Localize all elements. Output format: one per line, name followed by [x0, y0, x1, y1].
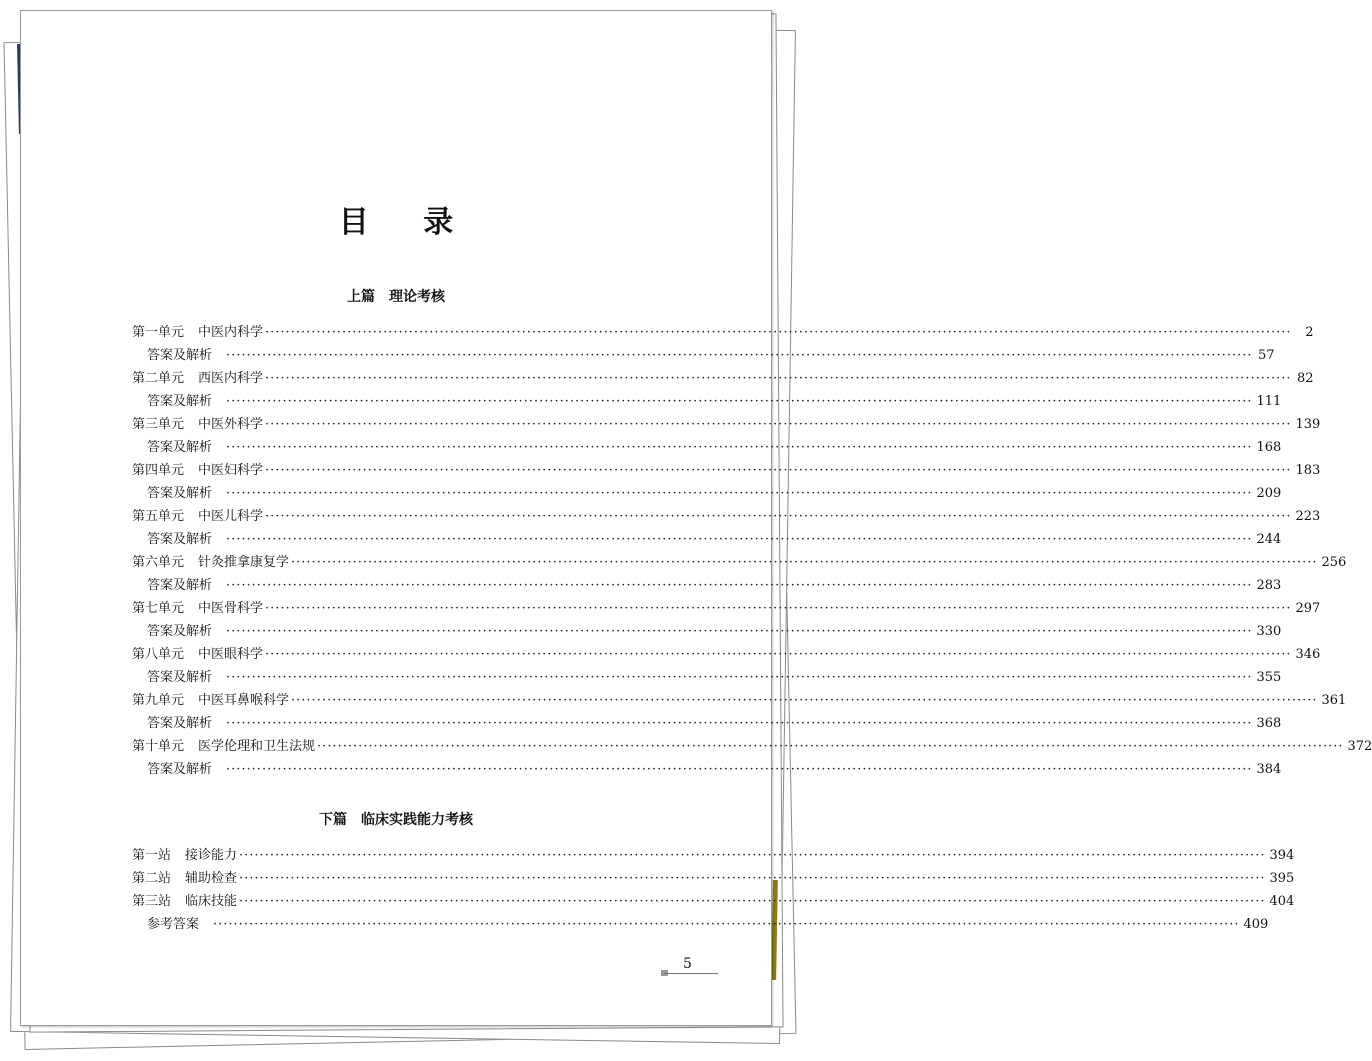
toc-unit: 第一站 — [132, 848, 172, 863]
toc-entry-label — [147, 390, 212, 413]
toc-entry-label — [132, 459, 263, 482]
toc-unit: 第一单元 — [132, 325, 185, 340]
toc-page-number: 297 — [1295, 601, 1321, 616]
toc-entry — [132, 597, 1321, 620]
toc-entry-label — [132, 413, 263, 436]
dot-leader: ········································································································································································································ — [265, 601, 1292, 616]
toc-entry — [132, 643, 1321, 666]
toc-page — [20, 10, 1372, 1026]
toc-page-number: 82 — [1296, 371, 1314, 386]
dot-leader: ········································································································································································································ — [265, 463, 1292, 478]
toc-title: 医学伦理和卫生法规 — [198, 739, 316, 754]
toc-unit: 答案及解析 — [147, 578, 213, 593]
toc-title: 接诊能力 — [185, 848, 238, 863]
toc-page-number: 346 — [1295, 647, 1321, 662]
dot-leader: ········································································································································································································ — [226, 624, 1253, 639]
toc-entry-label — [132, 597, 263, 620]
toc-sub-entry — [132, 528, 1282, 551]
toc-title: 中医外科学 — [198, 417, 264, 432]
dot-leader: ········································································································································································································ — [265, 647, 1292, 662]
dot-leader: ········································································································································································································ — [226, 348, 1253, 363]
toc-unit: 第三单元 — [132, 417, 185, 432]
toc-page-number: 244 — [1256, 532, 1282, 547]
toc-unit: 答案及解析 — [147, 762, 213, 777]
toc-entry-label — [132, 890, 237, 913]
dot-leader: ········································································································································································································ — [239, 848, 1266, 863]
toc-sub-entry — [132, 482, 1282, 505]
page-title: 目 录 — [338, 205, 476, 240]
toc-page-number: 168 — [1256, 440, 1282, 455]
dot-leader: ········································································································································································································ — [226, 394, 1253, 409]
toc-entry — [132, 321, 1314, 344]
toc-entry — [132, 689, 1347, 712]
toc-page-number: 139 — [1295, 417, 1321, 432]
toc-unit: 答案及解析 — [147, 394, 213, 409]
toc-entry — [132, 867, 1295, 890]
toc-entry-label — [147, 913, 199, 936]
toc-title: 中医儿科学 — [198, 509, 264, 524]
toc-title: 中医内科学 — [198, 325, 264, 340]
dot-leader: ········································································································································································································ — [213, 917, 1240, 932]
toc-sub-entry — [132, 712, 1282, 735]
dot-leader: ········································································································································································································ — [226, 486, 1253, 501]
toc-unit: 答案及解析 — [147, 532, 213, 547]
toc-page-number: 384 — [1256, 762, 1282, 777]
toc-entry — [132, 735, 1372, 758]
dot-leader: ········································································································································································································ — [265, 509, 1292, 524]
toc-unit: 答案及解析 — [147, 624, 213, 639]
dot-leader: ········································································································································································································ — [226, 670, 1253, 685]
toc-list-lower — [132, 844, 1295, 936]
toc-sub-entry — [132, 390, 1282, 413]
dot-leader: ········································································································································································································ — [226, 440, 1253, 455]
toc-unit: 答案及解析 — [147, 348, 213, 363]
toc-entry-label — [147, 482, 212, 505]
toc-list-upper — [132, 321, 1372, 781]
toc-title: 中医骨科学 — [198, 601, 264, 616]
toc-unit: 第八单元 — [132, 647, 185, 662]
toc-page-number: 183 — [1295, 463, 1321, 478]
toc-page-number: 209 — [1256, 486, 1282, 501]
dot-leader: ········································································································································································································ — [291, 555, 1318, 570]
toc-title: 西医内科学 — [198, 371, 264, 386]
toc-entry-label — [132, 321, 263, 344]
toc-entry-label — [132, 367, 263, 390]
toc-page-number: 2 — [1305, 325, 1314, 340]
page-number: 5 — [683, 956, 692, 972]
part-label: 上篇 — [347, 289, 375, 305]
dot-leader: ········································································································································································································ — [265, 325, 1292, 340]
toc-title: 中医妇科学 — [198, 463, 264, 478]
part-heading-lower — [21, 809, 771, 829]
dot-leader: ········································································································································································································ — [265, 417, 1292, 432]
part-heading-upper — [21, 286, 771, 306]
toc-entry — [132, 551, 1347, 574]
dot-leader: ········································································································································································································ — [226, 578, 1253, 593]
toc-unit: 第三站 — [132, 894, 172, 909]
toc-sub-entry — [132, 344, 1275, 367]
toc-sub-entry — [132, 913, 1269, 936]
toc-page-number: 409 — [1243, 917, 1269, 932]
toc-entry-label — [147, 528, 212, 551]
toc-page-number: 256 — [1321, 555, 1347, 570]
toc-page-number: 223 — [1295, 509, 1321, 524]
toc-unit: 第九单元 — [132, 693, 185, 708]
dot-leader: ········································································································································································································ — [239, 871, 1266, 886]
toc-unit: 答案及解析 — [147, 670, 213, 685]
toc-entry-label — [132, 505, 263, 528]
dot-leader: ········································································································································································································ — [265, 371, 1292, 386]
toc-page-number: 111 — [1256, 394, 1282, 409]
toc-entry-label — [132, 844, 237, 867]
toc-unit: 答案及解析 — [147, 486, 213, 501]
toc-entry — [132, 413, 1321, 436]
part-name: 临床实践能力考核 — [361, 812, 473, 828]
toc-title: 临床技能 — [185, 894, 238, 909]
toc-page-number: 57 — [1257, 348, 1275, 363]
toc-entry-label — [132, 689, 289, 712]
toc-entry-label — [147, 574, 212, 597]
toc-sub-entry — [132, 758, 1282, 781]
toc-unit: 第七单元 — [132, 601, 185, 616]
toc-unit: 第二单元 — [132, 371, 185, 386]
dot-leader: ········································································································································································································ — [226, 532, 1253, 547]
toc-unit: 第二站 — [132, 871, 172, 886]
toc-sub-entry — [132, 666, 1282, 689]
toc-sub-entry — [132, 574, 1282, 597]
toc-page-number: 361 — [1321, 693, 1347, 708]
toc-title: 中医眼科学 — [198, 647, 264, 662]
dot-leader: ········································································································································································································ — [226, 762, 1253, 777]
toc-entry — [132, 505, 1321, 528]
toc-entry-label — [132, 867, 237, 890]
toc-unit: 答案及解析 — [147, 716, 213, 731]
toc-unit: 第六单元 — [132, 555, 185, 570]
toc-entry-label — [147, 436, 212, 459]
folio-rule — [664, 973, 718, 974]
toc-page-number: 330 — [1256, 624, 1282, 639]
toc-unit: 第十单元 — [132, 739, 185, 754]
toc-page-number: 368 — [1256, 716, 1282, 731]
toc-entry-label — [147, 712, 212, 735]
part-label: 下篇 — [319, 812, 347, 828]
toc-page-number: 404 — [1269, 894, 1295, 909]
toc-page-number: 372 — [1347, 739, 1372, 754]
toc-title: 辅助检查 — [185, 871, 238, 886]
toc-entry — [132, 844, 1295, 867]
toc-unit: 第五单元 — [132, 509, 185, 524]
toc-entry-label — [147, 620, 212, 643]
toc-page-number: 394 — [1269, 848, 1295, 863]
toc-entry-label — [132, 643, 263, 666]
toc-title: 针灸推拿康复学 — [198, 555, 290, 570]
toc-page-number: 395 — [1269, 871, 1295, 886]
toc-sub-entry — [132, 620, 1282, 643]
toc-entry-label — [132, 735, 315, 758]
toc-entry-label — [147, 344, 212, 367]
toc-page-number: 355 — [1256, 670, 1282, 685]
toc-sub-entry — [132, 436, 1282, 459]
dot-leader: ········································································································································································································ — [239, 894, 1266, 909]
dot-leader: ········································································································································································································ — [317, 739, 1344, 754]
toc-page-number: 283 — [1256, 578, 1282, 593]
toc-entry-label — [147, 666, 212, 689]
toc-entry — [132, 890, 1295, 913]
toc-unit: 参考答案 — [147, 917, 200, 932]
toc-entry-label — [147, 758, 212, 781]
part-name: 理论考核 — [389, 289, 445, 305]
toc-entry — [132, 367, 1314, 390]
dot-leader: ········································································································································································································ — [291, 693, 1318, 708]
toc-unit: 第四单元 — [132, 463, 185, 478]
dot-leader: ········································································································································································································ — [226, 716, 1253, 731]
toc-title: 中医耳鼻喉科学 — [198, 693, 290, 708]
toc-unit: 答案及解析 — [147, 440, 213, 455]
toc-entry — [132, 459, 1321, 482]
toc-entry-label — [132, 551, 289, 574]
